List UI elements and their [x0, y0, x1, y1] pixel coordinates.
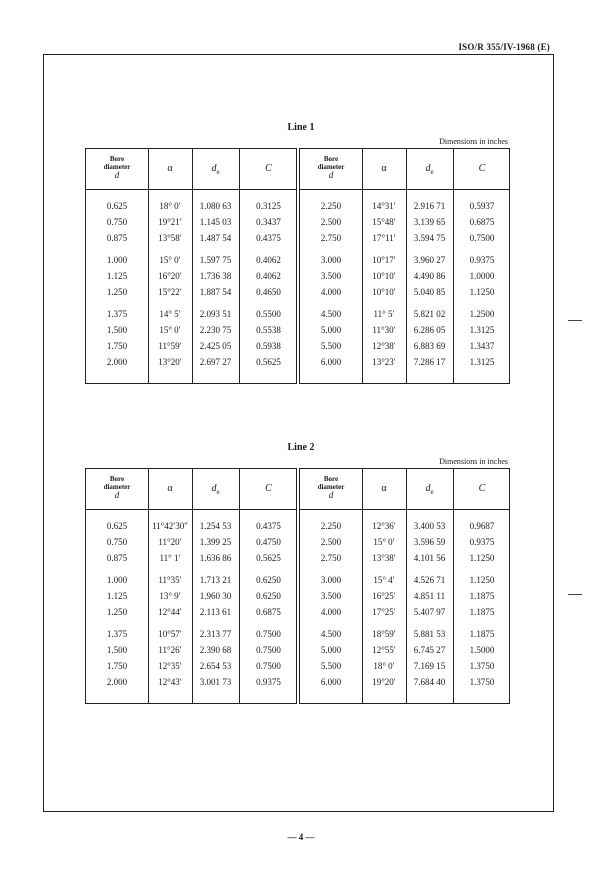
header-subscript: e [430, 168, 434, 176]
bore-diameter-cell: 1.000 [106, 575, 128, 585]
alpha-cell: 11°26′ [158, 645, 182, 655]
de-cell: 1.487 54 [199, 233, 232, 243]
de-cell: 1.736 38 [199, 271, 232, 281]
de-header [406, 483, 453, 496]
table-row [300, 285, 509, 299]
table-row [300, 199, 509, 213]
c-cell: 1.3437 [469, 341, 495, 351]
table-row [300, 589, 509, 603]
section-title: Line 2 [287, 442, 315, 453]
bore-diameter-cell: 3.500 [320, 591, 342, 601]
bore-diameter-cell: 4.000 [320, 607, 342, 617]
c-cell: 0.4062 [256, 255, 281, 265]
bore-diameter-cell: 6.000 [320, 677, 342, 687]
c-cell: 0.6875 [256, 607, 281, 617]
de-cell: 1.597 75 [199, 255, 232, 265]
bore-diameter-cell: 2.500 [320, 217, 342, 227]
table-header [300, 469, 509, 510]
c-cell: 1.3750 [469, 677, 495, 687]
data-table-right [299, 468, 510, 704]
de-cell: 1.960 30 [199, 591, 232, 601]
bore-diameter-cell: 5.000 [320, 325, 342, 335]
c-cell: 0.9687 [469, 521, 495, 531]
bore-diameter-cell: 3.000 [320, 575, 342, 585]
alpha-cell: 13°38′ [372, 553, 396, 563]
header-symbol: d [425, 483, 431, 494]
alpha-cell: 18°59′ [372, 629, 396, 639]
de-cell: 4.490 86 [413, 271, 446, 281]
bore-diameter-cell: 5.000 [320, 645, 342, 655]
table-row [300, 551, 509, 565]
header-label: diameter [103, 163, 131, 171]
bore-diameter-cell: 0.875 [106, 553, 128, 563]
header-symbol: d [328, 490, 334, 500]
c-cell: 1.3125 [469, 325, 495, 335]
alpha-cell: 11°20′ [158, 537, 182, 547]
header-symbol: α [381, 163, 387, 174]
header-label: Bore [323, 155, 339, 163]
header-label: Bore [109, 155, 125, 163]
c-cell: 0.5937 [469, 201, 495, 211]
bore-diameter-cell: 1.250 [106, 287, 128, 297]
c-cell: 1.1875 [469, 607, 495, 617]
c-cell: 0.4062 [256, 271, 281, 281]
de-cell: 6.883 69 [413, 341, 446, 351]
de-cell: 3.139 65 [413, 217, 446, 227]
c-cell: 1.1250 [469, 553, 495, 563]
bore-diameter-header [300, 475, 362, 499]
bore-diameter-cell: 2.500 [320, 537, 342, 547]
bore-diameter-cell: 1.125 [106, 591, 128, 601]
alpha-cell: 13°20′ [158, 357, 182, 367]
header-label: Bore [109, 475, 125, 483]
alpha-cell: 11° 1′ [159, 553, 181, 563]
de-cell: 1.399 25 [199, 537, 232, 547]
alpha-header [148, 163, 192, 174]
de-cell: 3.001 73 [199, 677, 232, 687]
bore-diameter-cell: 1.750 [106, 341, 128, 351]
alpha-cell: 14°31′ [372, 201, 396, 211]
de-header [192, 163, 239, 176]
bore-diameter-cell: 1.500 [106, 645, 128, 655]
c-cell: 0.5625 [256, 553, 281, 563]
c-cell: 0.4375 [256, 521, 281, 531]
alpha-cell: 10°10′ [372, 271, 396, 281]
c-cell: 1.1875 [469, 591, 495, 601]
bore-diameter-cell: 1.000 [106, 255, 128, 265]
de-cell: 7.169 15 [413, 661, 446, 671]
c-cell: 0.9375 [469, 255, 495, 265]
table-row [86, 269, 296, 283]
alpha-cell: 13°23′ [372, 357, 396, 367]
bore-diameter-cell: 0.875 [106, 233, 128, 243]
de-cell: 2.425 05 [199, 341, 232, 351]
table-row [86, 199, 296, 213]
table-row [300, 323, 509, 337]
table-row [86, 589, 296, 603]
bore-diameter-cell: 5.500 [320, 341, 342, 351]
bore-diameter-cell: 2.750 [320, 233, 342, 243]
alpha-cell: 14° 5′ [159, 309, 181, 319]
alpha-cell: 11°59′ [158, 341, 182, 351]
alpha-cell: 11° 5′ [373, 309, 395, 319]
bore-diameter-cell: 2.750 [320, 553, 342, 563]
bore-diameter-cell: 4.000 [320, 287, 342, 297]
table-row [86, 551, 296, 565]
table-row [86, 643, 296, 657]
header-symbol: α [381, 483, 387, 494]
bore-diameter-cell: 1.500 [106, 325, 128, 335]
bore-diameter-cell: 1.125 [106, 271, 128, 281]
header-symbol: d [114, 490, 120, 500]
c-cell: 0.3125 [256, 201, 281, 211]
c-cell: 0.7500 [256, 629, 281, 639]
header-subscript: e [216, 488, 220, 496]
alpha-header [148, 483, 192, 494]
alpha-cell: 10°57′ [158, 629, 182, 639]
table-row [86, 573, 296, 587]
bore-diameter-cell: 4.500 [320, 629, 342, 639]
dimensions-note: Dimensions in inches [439, 457, 508, 466]
bore-diameter-cell: 6.000 [320, 357, 342, 367]
table-row [300, 269, 509, 283]
alpha-cell: 11°42′30″ [152, 521, 188, 531]
section-title: Line 1 [287, 122, 315, 133]
header-label: diameter [317, 483, 345, 491]
header-symbol: d [211, 483, 217, 494]
header-symbol: d [211, 163, 217, 174]
margin-mark [568, 320, 582, 321]
data-table-right [299, 148, 510, 384]
de-cell: 2.313 77 [199, 629, 232, 639]
alpha-cell: 13°58′ [158, 233, 182, 243]
header-symbol: d [114, 170, 120, 180]
alpha-cell: 15°22′ [158, 287, 182, 297]
c-cell: 0.3437 [256, 217, 281, 227]
alpha-cell: 12°43′ [158, 677, 182, 687]
table-row [300, 307, 509, 321]
c-cell: 0.5538 [256, 325, 281, 335]
c-cell: 1.2500 [469, 309, 495, 319]
alpha-header [362, 483, 406, 494]
table-header [86, 149, 296, 190]
table-row [86, 215, 296, 229]
bore-diameter-cell: 0.750 [106, 217, 128, 227]
alpha-cell: 15° 0′ [373, 537, 395, 547]
c-cell: 1.1250 [469, 287, 495, 297]
alpha-cell: 15° 0′ [159, 255, 181, 265]
alpha-cell: 13° 9′ [159, 591, 181, 601]
alpha-cell: 16°20′ [158, 271, 182, 281]
de-cell: 4.101 56 [413, 553, 446, 563]
de-header [406, 163, 453, 176]
table-row [86, 231, 296, 245]
table-row [86, 659, 296, 673]
bore-diameter-cell: 3.000 [320, 255, 342, 265]
c-header [239, 163, 298, 174]
table-row [300, 215, 509, 229]
alpha-cell: 15°48′ [372, 217, 396, 227]
bore-diameter-cell: 1.375 [106, 629, 128, 639]
de-cell: 2.230 75 [199, 325, 232, 335]
margin-mark [568, 594, 582, 595]
table-row [300, 659, 509, 673]
header-symbol: d [425, 163, 431, 174]
data-table-left [85, 148, 297, 384]
table-row [300, 643, 509, 657]
header-label: diameter [317, 163, 345, 171]
table-row [86, 285, 296, 299]
bore-diameter-cell: 1.750 [106, 661, 128, 671]
table-row [300, 519, 509, 533]
header-symbol: d [328, 170, 334, 180]
bore-diameter-cell: 0.625 [106, 521, 128, 531]
bore-diameter-cell: 5.500 [320, 661, 342, 671]
table-row [86, 323, 296, 337]
table-row [86, 519, 296, 533]
bore-diameter-cell: 2.000 [106, 677, 128, 687]
header-label: diameter [103, 483, 131, 491]
bore-diameter-header [86, 475, 148, 499]
bore-diameter-header [300, 155, 362, 179]
header-symbol: C [478, 483, 486, 494]
de-header [192, 483, 239, 496]
bore-diameter-cell: 3.500 [320, 271, 342, 281]
alpha-cell: 19°20′ [372, 677, 396, 687]
header-symbol: C [265, 163, 272, 174]
de-cell: 2.916 71 [413, 201, 446, 211]
alpha-cell: 10°17′ [372, 255, 396, 265]
de-cell: 1.713 21 [199, 575, 232, 585]
c-cell: 1.1875 [469, 629, 495, 639]
alpha-cell: 18° 0′ [373, 661, 395, 671]
bore-diameter-header [86, 155, 148, 179]
c-cell: 1.1250 [469, 575, 495, 585]
bore-diameter-cell: 1.250 [106, 607, 128, 617]
table-row [300, 675, 509, 689]
de-cell: 2.113 61 [199, 607, 232, 617]
alpha-cell: 12°35′ [158, 661, 182, 671]
de-cell: 3.400 53 [413, 521, 446, 531]
c-cell: 0.4750 [256, 537, 281, 547]
table-row [86, 307, 296, 321]
table-row [300, 231, 509, 245]
header-symbol: C [478, 163, 486, 174]
table-row [86, 535, 296, 549]
table-row [300, 627, 509, 641]
alpha-cell: 10°10′ [372, 287, 396, 297]
dimensions-note: Dimensions in inches [439, 137, 508, 146]
c-cell: 0.9375 [256, 677, 281, 687]
c-cell: 0.4650 [256, 287, 281, 297]
alpha-cell: 18° 0′ [159, 201, 181, 211]
de-cell: 3.960 27 [413, 255, 446, 265]
c-cell: 0.5625 [256, 357, 281, 367]
de-cell: 4.526 71 [413, 575, 446, 585]
de-cell: 5.407 97 [413, 607, 446, 617]
de-cell: 4.851 11 [413, 591, 446, 601]
de-cell: 7.286 17 [413, 357, 446, 367]
alpha-cell: 15° 0′ [159, 325, 181, 335]
table-row [300, 535, 509, 549]
c-cell: 0.5938 [256, 341, 281, 351]
bore-diameter-cell: 4.500 [320, 309, 342, 319]
c-cell: 1.0000 [469, 271, 495, 281]
c-cell: 1.3125 [469, 357, 495, 367]
header-symbol: α [167, 483, 173, 494]
c-header [239, 483, 298, 494]
c-cell: 0.5500 [256, 309, 281, 319]
alpha-cell: 17°11′ [372, 233, 396, 243]
alpha-cell: 11°35′ [158, 575, 182, 585]
table-row [86, 253, 296, 267]
c-cell: 0.6250 [256, 591, 281, 601]
alpha-cell: 15° 4′ [373, 575, 395, 585]
c-cell: 0.6875 [469, 217, 495, 227]
table-row [300, 339, 509, 353]
table-row [300, 253, 509, 267]
alpha-cell: 12°44′ [158, 607, 182, 617]
alpha-header [362, 163, 406, 174]
table-row [300, 573, 509, 587]
de-cell: 1.145 03 [199, 217, 232, 227]
c-cell: 0.4375 [256, 233, 281, 243]
table-row [86, 605, 296, 619]
alpha-cell: 17°25′ [372, 607, 396, 617]
c-cell: 0.7500 [256, 661, 281, 671]
table-row [86, 339, 296, 353]
alpha-cell: 12°55′ [372, 645, 396, 655]
table-row [300, 605, 509, 619]
document-header-reference: ISO/R 355/IV-1968 (E) [458, 42, 550, 52]
header-symbol: α [167, 163, 173, 174]
alpha-cell: 12°36′ [372, 521, 396, 531]
c-cell: 0.6250 [256, 575, 281, 585]
table-row [86, 675, 296, 689]
table-header [300, 149, 509, 190]
de-cell: 6.745 27 [413, 645, 446, 655]
c-cell: 0.9375 [469, 537, 495, 547]
de-cell: 5.821 02 [413, 309, 446, 319]
header-subscript: e [216, 168, 220, 176]
table-row [300, 355, 509, 369]
de-cell: 1.080 63 [199, 201, 232, 211]
de-cell: 2.697 27 [199, 357, 232, 367]
c-cell: 0.7500 [256, 645, 281, 655]
de-cell: 7.684 40 [413, 677, 446, 687]
alpha-cell: 11°30′ [372, 325, 396, 335]
de-cell: 2.390 68 [199, 645, 232, 655]
alpha-cell: 16°25′ [372, 591, 396, 601]
bore-diameter-cell: 0.750 [106, 537, 128, 547]
c-header [453, 483, 511, 494]
de-cell: 3.596 59 [413, 537, 446, 547]
c-cell: 0.7500 [469, 233, 495, 243]
data-table-left [85, 468, 297, 704]
header-subscript: e [430, 488, 434, 496]
de-cell: 6.286 05 [413, 325, 446, 335]
alpha-cell: 12°38′ [372, 341, 396, 351]
de-cell: 1.636 86 [199, 553, 232, 563]
table-row [86, 355, 296, 369]
de-cell: 5.040 85 [413, 287, 446, 297]
c-cell: 1.5000 [469, 645, 495, 655]
de-cell: 1.887 54 [199, 287, 232, 297]
de-cell: 2.093 51 [199, 309, 232, 319]
alpha-cell: 19°21′ [158, 217, 182, 227]
c-header [453, 163, 511, 174]
page-number: — 4 — [287, 832, 315, 842]
de-cell: 5.881 53 [413, 629, 446, 639]
de-cell: 3.594 75 [413, 233, 446, 243]
table-row [86, 627, 296, 641]
bore-diameter-cell: 2.250 [320, 201, 342, 211]
de-cell: 1.254 53 [199, 521, 232, 531]
bore-diameter-cell: 2.000 [106, 357, 128, 367]
table-header [86, 469, 296, 510]
header-symbol: C [265, 483, 272, 494]
header-label: Bore [323, 475, 339, 483]
de-cell: 2.654 53 [199, 661, 232, 671]
bore-diameter-cell: 2.250 [320, 521, 342, 531]
c-cell: 1.3750 [469, 661, 495, 671]
bore-diameter-cell: 0.625 [106, 201, 128, 211]
bore-diameter-cell: 1.375 [106, 309, 128, 319]
